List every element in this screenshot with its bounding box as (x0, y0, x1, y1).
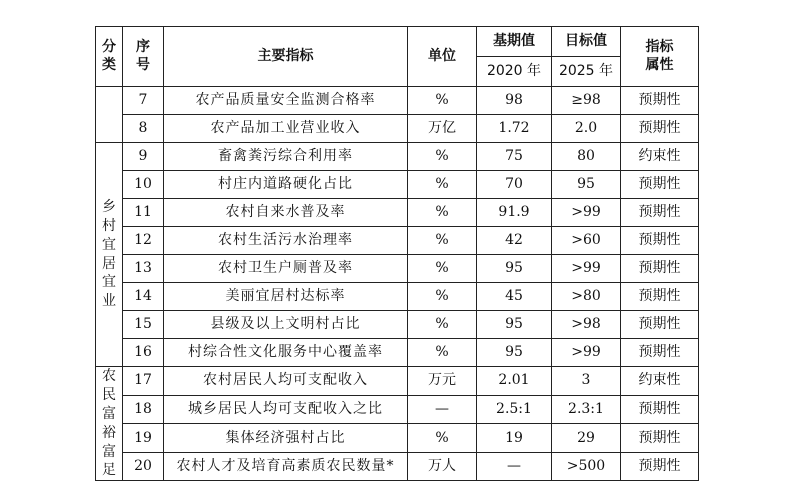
attribute-cell: 预期性 (621, 395, 699, 424)
attribute-cell: 约束性 (621, 143, 699, 171)
table-row (96, 367, 699, 396)
indicator-cell: 农村生活污水治理率 (164, 227, 408, 255)
unit-cell: 万人 (408, 452, 477, 481)
base-value-cell: 2.01 (477, 367, 552, 396)
seq-cell: 15 (123, 311, 164, 339)
target-value-cell: >99 (552, 199, 621, 227)
header-attribute: 指标属性 (621, 27, 699, 87)
seq-cell: 17 (123, 367, 164, 396)
indicator-cell: 畜禽粪污综合利用率 (164, 143, 408, 171)
indicator-cell: 农产品质量安全监测合格率 (164, 87, 408, 115)
indicator-cell: 农产品加工业营业收入 (164, 115, 408, 143)
table-row (96, 424, 699, 453)
table-row (96, 339, 699, 367)
target-value-cell: >98 (552, 311, 621, 339)
seq-cell: 19 (123, 424, 164, 453)
indicator-cell: 村综合性文化服务中心覆盖率 (164, 339, 408, 367)
target-value-cell: 2.0 (552, 115, 621, 143)
base-value-cell: 91.9 (477, 199, 552, 227)
attribute-cell: 预期性 (621, 283, 699, 311)
table-row (96, 311, 699, 339)
seq-cell: 10 (123, 171, 164, 199)
base-value-cell: 1.72 (477, 115, 552, 143)
target-value-cell: >99 (552, 339, 621, 367)
base-value-cell: 45 (477, 283, 552, 311)
header-base-year: 2020 年 (477, 57, 552, 87)
unit-cell: % (408, 87, 477, 115)
attribute-cell: 预期性 (621, 424, 699, 453)
seq-cell: 20 (123, 452, 164, 481)
unit-cell: 万亿 (408, 115, 477, 143)
target-value-cell: 2.3:1 (552, 395, 621, 424)
unit-cell: 万元 (408, 367, 477, 396)
indicator-cell: 农村人才及培育高素质农民数量* (164, 452, 408, 481)
unit-cell: % (408, 424, 477, 453)
indicator-cell: 村庄内道路硬化占比 (164, 171, 408, 199)
target-value-cell: >60 (552, 227, 621, 255)
seq-cell: 8 (123, 115, 164, 143)
table-header (96, 27, 699, 87)
attribute-cell: 预期性 (621, 199, 699, 227)
target-value-cell: ≥98 (552, 87, 621, 115)
base-value-cell: 75 (477, 143, 552, 171)
attribute-cell: 预期性 (621, 452, 699, 481)
indicator-table (95, 26, 699, 481)
target-value-cell: >500 (552, 452, 621, 481)
seq-cell: 7 (123, 87, 164, 115)
seq-cell: 11 (123, 199, 164, 227)
unit-cell: — (408, 395, 477, 424)
unit-cell: % (408, 255, 477, 283)
attribute-cell: 预期性 (621, 87, 699, 115)
seq-cell: 12 (123, 227, 164, 255)
base-value-cell: 95 (477, 339, 552, 367)
table-row (96, 143, 699, 171)
attribute-cell: 预期性 (621, 171, 699, 199)
seq-cell: 9 (123, 143, 164, 171)
header-seq: 序号 (123, 27, 164, 87)
base-value-cell: 2.5:1 (477, 395, 552, 424)
base-value-cell: — (477, 452, 552, 481)
seq-cell: 13 (123, 255, 164, 283)
target-value-cell: >80 (552, 283, 621, 311)
unit-cell: % (408, 283, 477, 311)
indicator-cell: 农村自来水普及率 (164, 199, 408, 227)
seq-cell: 14 (123, 283, 164, 311)
attribute-cell: 预期性 (621, 255, 699, 283)
attribute-cell: 预期性 (621, 339, 699, 367)
unit-cell: % (408, 199, 477, 227)
seq-cell: 18 (123, 395, 164, 424)
header-target-value: 目标值 (552, 27, 621, 57)
unit-cell: % (408, 143, 477, 171)
target-value-cell: 29 (552, 424, 621, 453)
base-value-cell: 19 (477, 424, 552, 453)
target-value-cell: 3 (552, 367, 621, 396)
table-row (96, 395, 699, 424)
table-body (96, 87, 699, 481)
header-target-year: 2025 年 (552, 57, 621, 87)
base-value-cell: 98 (477, 87, 552, 115)
unit-cell: % (408, 171, 477, 199)
header-base-value: 基期值 (477, 27, 552, 57)
table-row (96, 171, 699, 199)
attribute-cell: 预期性 (621, 311, 699, 339)
indicator-cell: 农村居民人均可支配收入 (164, 367, 408, 396)
table-row (96, 115, 699, 143)
indicator-cell: 集体经济强村占比 (164, 424, 408, 453)
table-row (96, 227, 699, 255)
attribute-cell: 约束性 (621, 367, 699, 396)
seq-cell: 16 (123, 339, 164, 367)
table-row (96, 87, 699, 115)
category-cell: 农民富裕富足 (96, 367, 123, 481)
target-value-cell: 95 (552, 171, 621, 199)
table-row (96, 199, 699, 227)
base-value-cell: 42 (477, 227, 552, 255)
target-value-cell: >99 (552, 255, 621, 283)
table-row (96, 255, 699, 283)
base-value-cell: 95 (477, 255, 552, 283)
unit-cell: % (408, 227, 477, 255)
attribute-cell: 预期性 (621, 115, 699, 143)
header-indicator: 主要指标 (164, 27, 408, 87)
category-cell: 乡村宜居宜业 (96, 143, 123, 367)
indicator-cell: 县级及以上文明村占比 (164, 311, 408, 339)
target-value-cell: 80 (552, 143, 621, 171)
category-cell (96, 87, 123, 143)
indicator-cell: 美丽宜居村达标率 (164, 283, 408, 311)
indicator-cell: 农村卫生户厕普及率 (164, 255, 408, 283)
unit-cell: % (408, 339, 477, 367)
base-value-cell: 95 (477, 311, 552, 339)
attribute-cell: 预期性 (621, 227, 699, 255)
table-row (96, 452, 699, 481)
unit-cell: % (408, 311, 477, 339)
base-value-cell: 70 (477, 171, 552, 199)
header-unit: 单位 (408, 27, 477, 87)
header-category: 分类 (96, 27, 123, 87)
indicator-cell: 城乡居民人均可支配收入之比 (164, 395, 408, 424)
table-row (96, 283, 699, 311)
